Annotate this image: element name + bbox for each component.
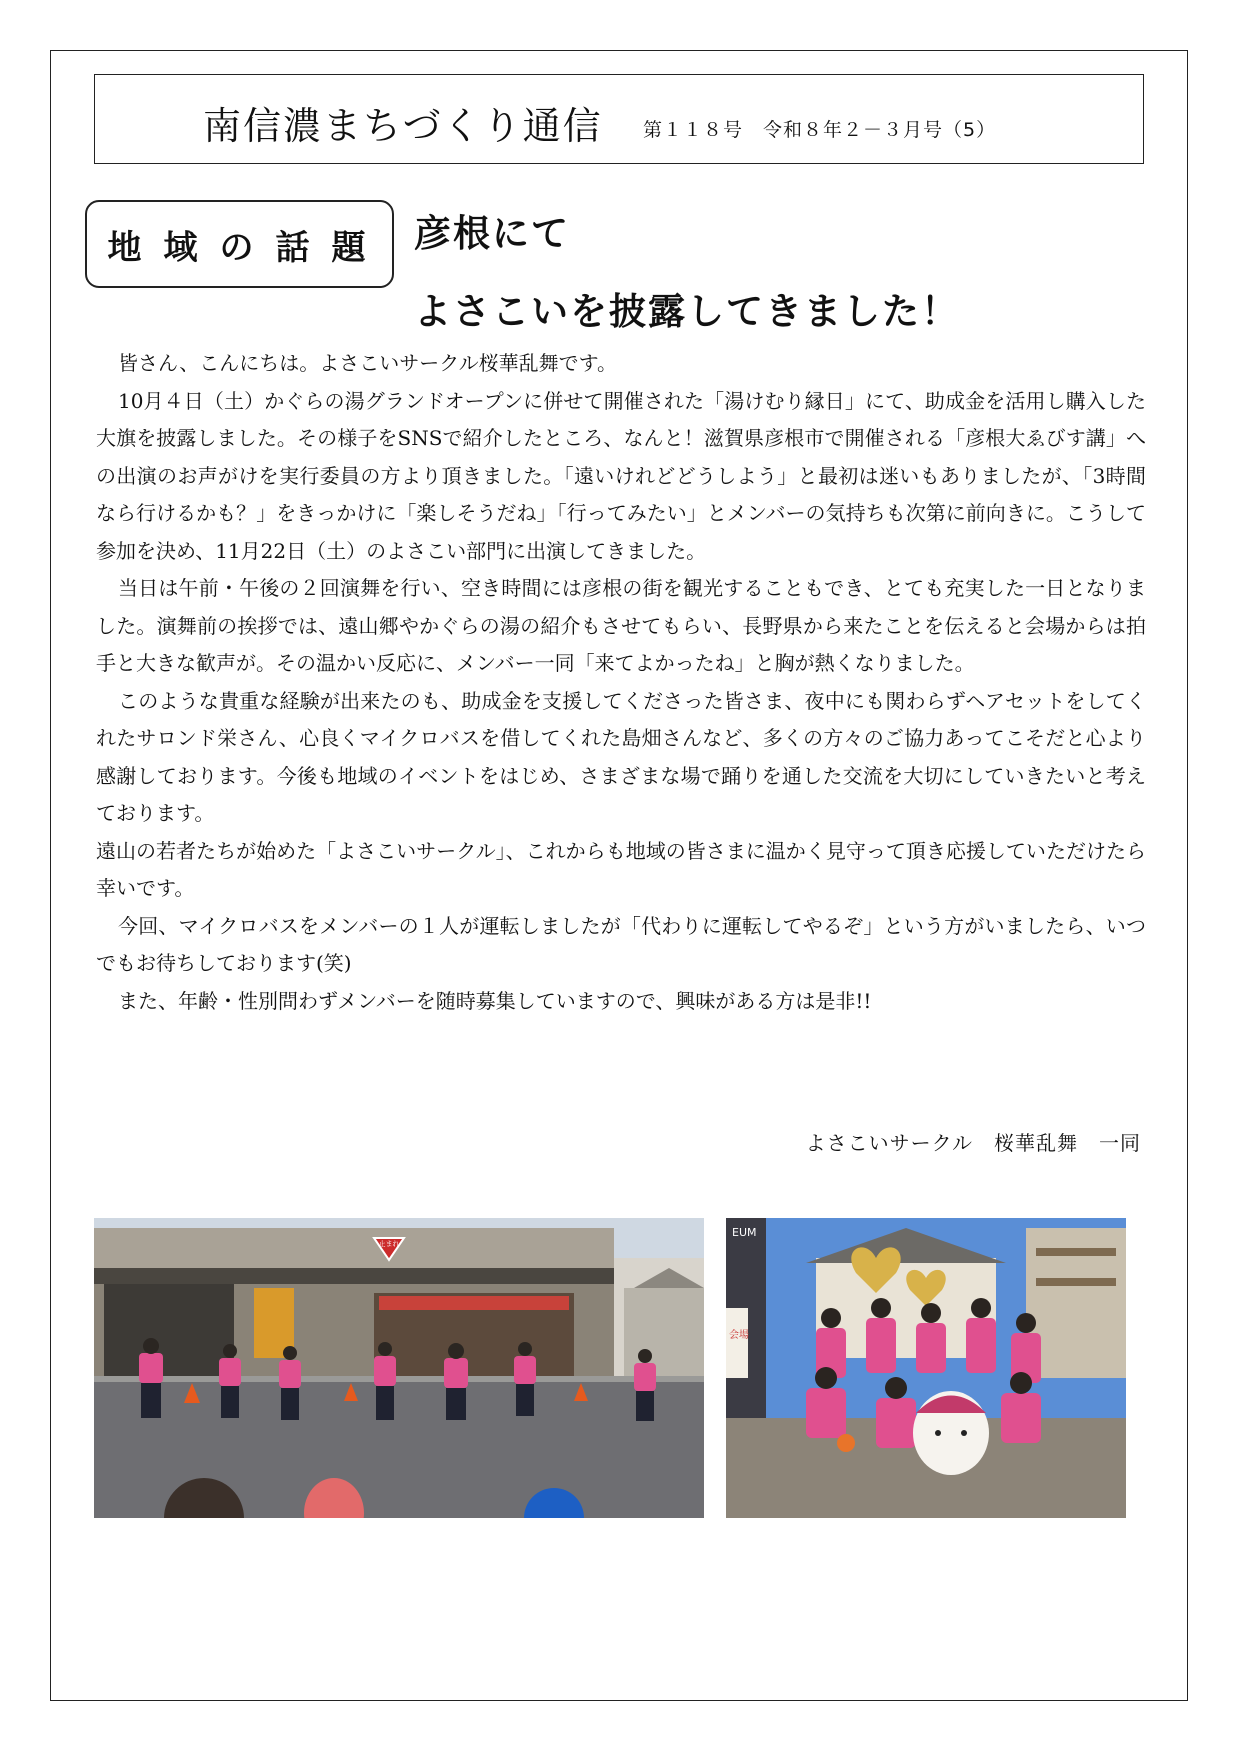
paragraph: 当日は午前・午後の２回演舞を行い、空き時間には彦根の街を観光することもでき、とても充実した一日となりました。演舞前の挨拶では、遠山郷やかぐらの湯の紹介もさせてもらい、長野県から来たことを伝えると会場からは拍手と大きな歓声が。その温かい反応に、メンバー一同「来てよかったね」と胸が熱くなりました。 [96, 576, 1146, 675]
newsletter-title: 南信濃まちづくり通信 [203, 104, 603, 148]
performance-photo [94, 1218, 704, 1518]
paragraph: 皆さん、こんにちは。よさこいサークル桜華乱舞です。 [118, 351, 617, 375]
newsletter-header [94, 74, 1144, 164]
museum-sign-text: EUM [732, 1226, 757, 1239]
section-badge: 地域の話題 [85, 200, 394, 288]
paragraph: このような貴重な経験が出来たのも、助成金を支援してくださった皆さま、夜中にも関わらずヘアセットをしてくれたサロンド栄さん、心良くマイクロバスを借してくれた島畑さんなど、多くの方々のご協力あってこそだと心より感謝しております。今後も地域のイベントをはじめ、さまざまな場で踊りを通した交流を大切にしていきたいと考えております。 [96, 688, 1146, 825]
headline-line-1: 彦根にて [414, 212, 570, 255]
group-photo [726, 1218, 1126, 1518]
paragraph: 今回、マイクロバスをメンバーの１人が運転しましたが「代わりに運転してやるぞ」という方がいましたら、いつでもお待ちしております(笑) [96, 913, 1146, 975]
issue-info: 第１１８号 令和８年２－３月号（5） [643, 119, 997, 141]
signature: よさこいサークル 桜華乱舞 一同 [805, 1131, 1141, 1155]
headline-line-2: よさこいを披露してきました！ [414, 290, 960, 333]
venue-sign-text: 会場 [729, 1330, 749, 1341]
paragraph: 遠山の若者たちが始めた「よさこいサークル」、これからも地域の皆さまに温かく見守って頂き応援していただけたら幸いです。 [96, 838, 1146, 900]
article-body [96, 345, 1146, 1020]
paragraph: また、年齢・性別問わずメンバーを随時募集していますので、興味がある方は是非!! [118, 988, 872, 1013]
stop-sign-text: 止まれ [378, 1240, 400, 1248]
paragraph: 10月４日（土）かぐらの湯グランドオープンに併せて開催された「湯けむり縁日」にて、助成金を活用し購入した大旗を披露しました。その様子をSNSで紹介したところ、なんと！滋賀県彦根市で開催される「彦根大ゑびす講」への出演のお声がけを実行委員の方より頂きました。「遠いけれどどうしよう」と最初は迷いもありましたが、「3時間なら行けるかも？」をきっかけに「楽しそうだね」「行ってみたい」とメンバーの気持ちも次第に前向きに。こうして参加を決め、11月22日（土）のよさこい部門に出演してきました。 [96, 388, 1146, 563]
